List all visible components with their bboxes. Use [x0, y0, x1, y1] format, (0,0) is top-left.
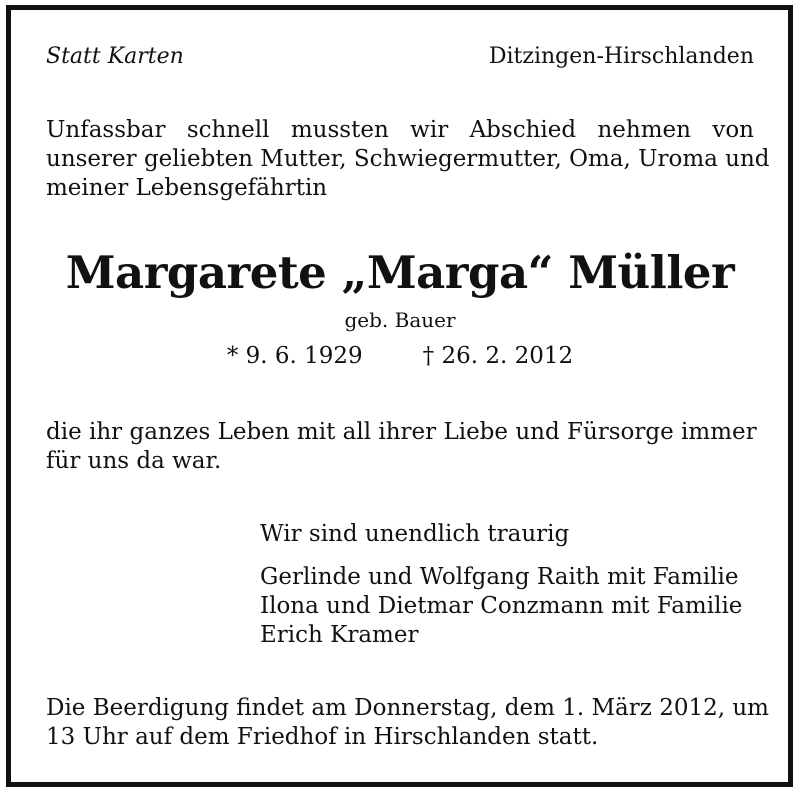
- intro-line: Unfassbar schnell mussten wir Abschied nehmen von: [46, 117, 754, 143]
- funeral-line: Die Beerdigung findet am Donnerstag, dem 1. März 2012, um: [46, 695, 769, 721]
- notice-type-label: Statt Karten: [46, 44, 184, 69]
- location-label: Ditzingen-Hirschlanden: [488, 44, 754, 69]
- tribute-line: für uns da war.: [46, 448, 222, 474]
- death-date: † 26. 2. 2012: [422, 343, 574, 369]
- tribute-line: die ihr ganzes Leben mit all ihrer Liebe und Fürsorge immer: [46, 419, 757, 445]
- funeral-line: 13 Uhr auf dem Friedhof in Hirschlanden statt.: [46, 724, 599, 750]
- mourner-name: Erich Kramer: [260, 622, 419, 648]
- mourner-name: Gerlinde und Wolfgang Raith mit Familie: [260, 564, 739, 590]
- intro-text: [46, 116, 770, 203]
- birth-date: * 9. 6. 1929: [226, 343, 363, 369]
- mourning-sentiment: Wir sind unendlich traurig: [260, 521, 570, 547]
- life-dates: [46, 343, 754, 369]
- deceased-name: Margarete „Marga“ Müller: [65, 246, 735, 299]
- header: [46, 44, 754, 74]
- funeral-info: [46, 694, 769, 752]
- mourners-block: [260, 520, 742, 650]
- intro-line: unserer geliebten Mutter, Schwiegermutter, Oma, Uroma und: [46, 146, 770, 172]
- intro-line: meiner Lebensgefährtin: [46, 175, 328, 201]
- maiden-name: geb. Bauer: [344, 308, 456, 332]
- tribute-text: [46, 418, 757, 476]
- mourner-name: Ilona und Dietmar Conzmann mit Familie: [260, 593, 743, 619]
